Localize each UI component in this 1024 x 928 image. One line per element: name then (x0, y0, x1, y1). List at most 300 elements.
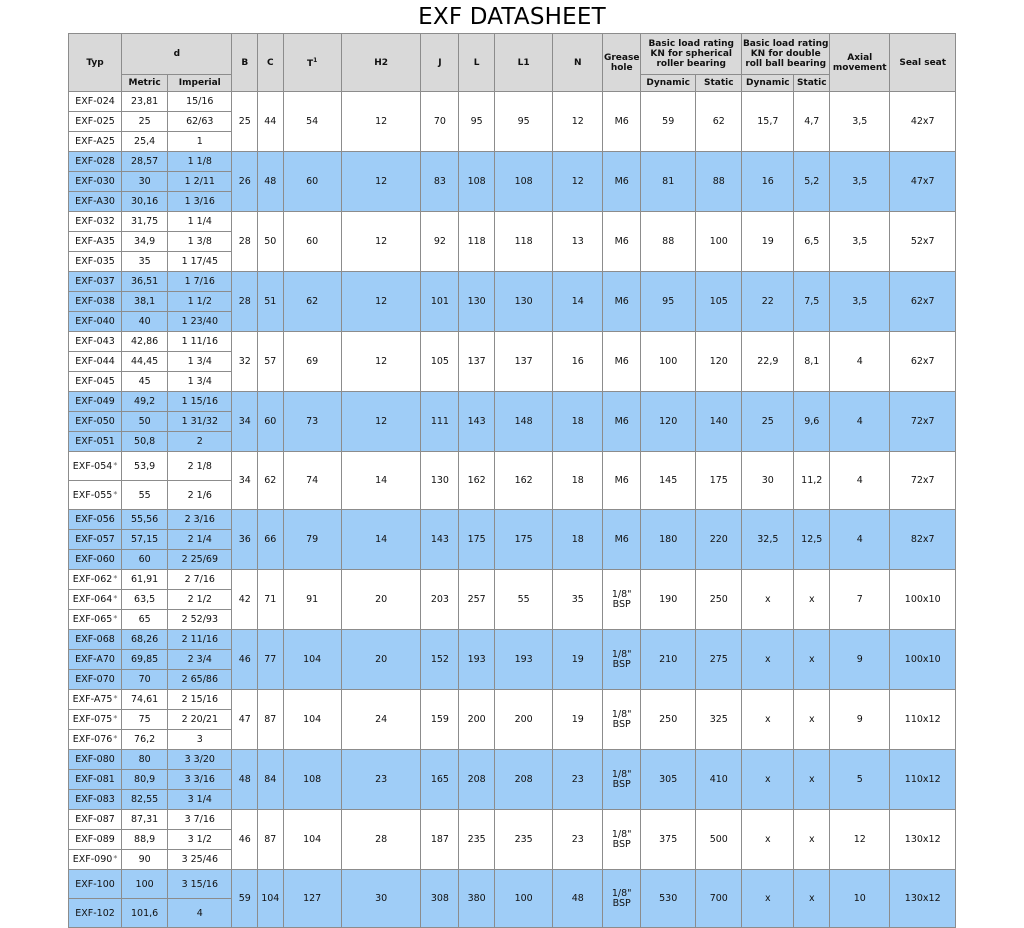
l1-cell: 208 (495, 750, 553, 810)
type-value: EXF-024 (75, 96, 115, 107)
grease-hole-cell: M6 (603, 452, 641, 510)
imperial-value: 1 1/4 (187, 216, 212, 227)
metric-cell (122, 432, 168, 452)
axial-movement-cell: 4 (830, 392, 890, 452)
c-cell: 51 (258, 272, 284, 332)
grease-hole-cell: M6 (603, 92, 641, 152)
type-cell (69, 272, 122, 292)
metric-cell (122, 372, 168, 392)
c-cell: 104 (258, 870, 284, 928)
col-h2-header: H2 (341, 34, 421, 92)
table-row (69, 212, 956, 232)
metric-cell (122, 530, 168, 550)
type-cell (69, 850, 122, 870)
metric-value: 25 (138, 116, 151, 127)
imperial-value: 3 25/46 (181, 854, 219, 865)
b-cell: 34 (232, 392, 258, 452)
sph-static-cell: 410 (696, 750, 742, 810)
col-dbl-dynamic-header: Dynamic (742, 75, 794, 92)
l-cell: 137 (459, 332, 495, 392)
b-cell: 26 (232, 152, 258, 212)
imperial-value: 1 31/32 (181, 416, 219, 427)
imperial-cell (168, 630, 232, 650)
col-imperial-header: Imperial (168, 75, 232, 92)
imperial-cell (168, 481, 232, 510)
metric-cell (122, 292, 168, 312)
metric-cell (122, 770, 168, 790)
t-cell: 79 (283, 510, 341, 570)
imperial-value: 4 (196, 907, 203, 919)
imperial-value: 2 20/21 (181, 714, 219, 725)
type-cell (69, 112, 122, 132)
type-value: EXF-057 (75, 534, 115, 545)
imperial-cell (168, 610, 232, 630)
metric-cell (122, 730, 168, 750)
type-value: EXF-075 (72, 714, 113, 725)
type-value: EXF-089 (75, 834, 115, 845)
sph-static-cell: 275 (696, 630, 742, 690)
imperial-value: 3 7/16 (184, 814, 215, 825)
c-cell: 48 (258, 152, 284, 212)
col-seal-header: Seal seat (890, 34, 956, 92)
type-value: EXF-070 (75, 674, 115, 685)
metric-cell (122, 550, 168, 570)
type-value: EXF-025 (75, 116, 115, 127)
l-cell: 162 (459, 452, 495, 510)
t-cell: 69 (283, 332, 341, 392)
metric-cell (122, 670, 168, 690)
t-cell: 73 (283, 392, 341, 452)
n-cell: 16 (553, 332, 603, 392)
j-cell: 83 (421, 152, 459, 212)
metric-cell (122, 392, 168, 412)
imperial-value: 62/63 (186, 116, 214, 127)
seal-seat-cell: 72x7 (890, 452, 956, 510)
grease-hole-cell: 1/8" BSP (603, 750, 641, 810)
type-value: EXF-043 (75, 336, 115, 347)
table-row (69, 152, 956, 172)
l1-cell: 148 (495, 392, 553, 452)
c-cell: 84 (258, 750, 284, 810)
t-cell: 104 (283, 810, 341, 870)
imperial-cell (168, 590, 232, 610)
sph-static-cell: 175 (696, 452, 742, 510)
seal-seat-cell: 47x7 (890, 152, 956, 212)
seal-seat-cell: 72x7 (890, 392, 956, 452)
col-t-superscript: 1 (313, 57, 318, 64)
h2-cell: 12 (341, 332, 421, 392)
n-cell: 14 (553, 272, 603, 332)
metric-cell (122, 610, 168, 630)
metric-cell (122, 352, 168, 372)
metric-cell (122, 481, 168, 510)
type-cell (69, 830, 122, 850)
t-cell: 127 (283, 870, 341, 928)
type-cell (69, 610, 122, 630)
c-cell: 57 (258, 332, 284, 392)
type-cell (69, 690, 122, 710)
imperial-value: 2 1/6 (187, 489, 212, 501)
metric-cell (122, 710, 168, 730)
imperial-cell (168, 810, 232, 830)
type-value: EXF-100 (75, 878, 115, 890)
dbl-static-cell: x (794, 630, 830, 690)
axial-movement-cell: 3,5 (830, 92, 890, 152)
imperial-cell (168, 312, 232, 332)
type-value: EXF-A75 (72, 694, 113, 705)
l-cell: 108 (459, 152, 495, 212)
j-cell: 187 (421, 810, 459, 870)
footnote-star: * (113, 714, 118, 723)
type-value: EXF-056 (75, 514, 115, 525)
l-cell: 200 (459, 690, 495, 750)
dbl-static-cell: x (794, 810, 830, 870)
type-value: EXF-062 (72, 574, 113, 585)
imperial-cell (168, 850, 232, 870)
metric-cell (122, 192, 168, 212)
metric-value: 55 (138, 489, 151, 501)
t-cell: 74 (283, 452, 341, 510)
type-value: EXF-081 (75, 774, 115, 785)
metric-cell (122, 452, 168, 481)
h2-cell: 20 (341, 630, 421, 690)
imperial-value: 1 7/16 (184, 276, 215, 287)
imperial-value: 2 7/16 (184, 574, 215, 585)
table-row (69, 570, 956, 590)
type-cell (69, 252, 122, 272)
j-cell: 70 (421, 92, 459, 152)
table-row (69, 92, 956, 112)
n-cell: 12 (553, 152, 603, 212)
sph-static-cell: 500 (696, 810, 742, 870)
b-cell: 48 (232, 750, 258, 810)
imperial-value: 2 65/86 (181, 674, 219, 685)
type-value: EXF-A25 (75, 136, 115, 147)
dbl-dynamic-cell: 25 (742, 392, 794, 452)
table-row (69, 510, 956, 530)
sph-static-cell: 120 (696, 332, 742, 392)
imperial-cell (168, 730, 232, 750)
n-cell: 18 (553, 392, 603, 452)
imperial-cell (168, 650, 232, 670)
dbl-static-cell: 4,7 (794, 92, 830, 152)
imperial-cell (168, 232, 232, 252)
col-dbl-static-header: Static (794, 75, 830, 92)
col-t-label: T (307, 59, 314, 69)
b-cell: 46 (232, 810, 258, 870)
footnote-star: * (113, 734, 118, 743)
col-n-header: N (553, 34, 603, 92)
grease-hole-cell: 1/8" BSP (603, 630, 641, 690)
imperial-value: 1 17/45 (181, 256, 219, 267)
metric-cell (122, 312, 168, 332)
dbl-static-cell: 8,1 (794, 332, 830, 392)
imperial-value: 1 23/40 (181, 316, 219, 327)
metric-cell (122, 152, 168, 172)
table-row (69, 392, 956, 412)
type-value: EXF-087 (75, 814, 115, 825)
col-j-header: J (421, 34, 459, 92)
sph-dynamic-cell: 145 (641, 452, 696, 510)
dbl-dynamic-cell: x (742, 630, 794, 690)
dbl-static-cell: 9,6 (794, 392, 830, 452)
b-cell: 47 (232, 690, 258, 750)
b-cell: 28 (232, 272, 258, 332)
n-cell: 18 (553, 510, 603, 570)
metric-value: 50 (138, 416, 151, 427)
imperial-cell (168, 212, 232, 232)
metric-value: 45 (138, 376, 151, 387)
metric-value: 74,61 (131, 694, 159, 705)
j-cell: 143 (421, 510, 459, 570)
type-cell (69, 292, 122, 312)
type-cell (69, 481, 122, 510)
seal-seat-cell: 62x7 (890, 332, 956, 392)
t-cell: 54 (283, 92, 341, 152)
n-cell: 12 (553, 92, 603, 152)
metric-value: 100 (135, 878, 154, 890)
metric-cell (122, 570, 168, 590)
imperial-cell (168, 899, 232, 928)
type-value: EXF-049 (75, 396, 115, 407)
n-cell: 19 (553, 630, 603, 690)
imperial-cell (168, 352, 232, 372)
col-sph-dynamic-header: Dynamic (641, 75, 696, 92)
col-sph-static-header: Static (696, 75, 742, 92)
dbl-dynamic-cell: x (742, 750, 794, 810)
metric-value: 80 (138, 754, 151, 765)
dbl-dynamic-cell: x (742, 690, 794, 750)
seal-seat-cell: 110x12 (890, 690, 956, 750)
l1-cell: 95 (495, 92, 553, 152)
axial-movement-cell: 4 (830, 452, 890, 510)
metric-cell (122, 790, 168, 810)
imperial-value: 2 (196, 436, 203, 447)
axial-movement-cell: 12 (830, 810, 890, 870)
metric-cell (122, 870, 168, 899)
type-value: EXF-051 (75, 436, 115, 447)
sph-static-cell: 220 (696, 510, 742, 570)
type-value: EXF-064 (72, 594, 113, 605)
seal-seat-cell: 42x7 (890, 92, 956, 152)
imperial-cell (168, 870, 232, 899)
dbl-static-cell: 11,2 (794, 452, 830, 510)
type-value: EXF-102 (75, 907, 115, 919)
col-t-header (283, 34, 341, 92)
j-cell: 165 (421, 750, 459, 810)
metric-cell (122, 630, 168, 650)
imperial-cell (168, 690, 232, 710)
j-cell: 130 (421, 452, 459, 510)
table-row (69, 630, 956, 650)
type-cell (69, 432, 122, 452)
type-value: EXF-035 (75, 256, 115, 267)
dbl-static-cell: x (794, 870, 830, 928)
j-cell: 152 (421, 630, 459, 690)
metric-cell (122, 132, 168, 152)
type-value: EXF-050 (75, 416, 115, 427)
metric-cell (122, 212, 168, 232)
metric-value: 55,56 (131, 514, 159, 525)
imperial-value: 1 3/4 (187, 356, 212, 367)
sph-static-cell: 88 (696, 152, 742, 212)
footnote-star: * (113, 614, 118, 623)
c-cell: 60 (258, 392, 284, 452)
imperial-cell (168, 830, 232, 850)
t-cell: 60 (283, 152, 341, 212)
metric-cell (122, 272, 168, 292)
imperial-value: 2 1/8 (187, 460, 212, 472)
metric-cell (122, 332, 168, 352)
imperial-value: 3 15/16 (181, 878, 219, 890)
type-cell (69, 510, 122, 530)
type-cell (69, 530, 122, 550)
sph-dynamic-cell: 95 (641, 272, 696, 332)
type-cell (69, 352, 122, 372)
type-cell (69, 92, 122, 112)
metric-value: 30,16 (131, 196, 159, 207)
type-value: EXF-054 (72, 460, 113, 472)
b-cell: 32 (232, 332, 258, 392)
imperial-value: 1 11/16 (181, 336, 219, 347)
type-value: EXF-028 (75, 156, 115, 167)
l-cell: 118 (459, 212, 495, 272)
j-cell: 159 (421, 690, 459, 750)
seal-seat-cell: 100x10 (890, 570, 956, 630)
dbl-static-cell: x (794, 750, 830, 810)
j-cell: 308 (421, 870, 459, 928)
sph-dynamic-cell: 190 (641, 570, 696, 630)
sph-static-cell: 700 (696, 870, 742, 928)
imperial-cell (168, 530, 232, 550)
imperial-value: 1 3/4 (187, 376, 212, 387)
type-cell (69, 212, 122, 232)
col-grease-header: Grease hole (603, 34, 641, 92)
seal-seat-cell: 100x10 (890, 630, 956, 690)
axial-movement-cell: 4 (830, 510, 890, 570)
seal-seat-cell: 130x12 (890, 870, 956, 928)
metric-value: 65 (138, 614, 151, 625)
footnote-star: * (113, 574, 118, 583)
metric-cell (122, 590, 168, 610)
t-cell: 104 (283, 630, 341, 690)
grease-hole-cell: M6 (603, 332, 641, 392)
grease-hole-cell: M6 (603, 392, 641, 452)
c-cell: 87 (258, 690, 284, 750)
l1-cell: 100 (495, 870, 553, 928)
type-value: EXF-083 (75, 794, 115, 805)
t-cell: 60 (283, 212, 341, 272)
l-cell: 257 (459, 570, 495, 630)
metric-value: 57,15 (131, 534, 159, 545)
type-cell (69, 730, 122, 750)
type-cell (69, 810, 122, 830)
type-value: EXF-045 (75, 376, 115, 387)
datasheet-body (69, 92, 956, 928)
imperial-cell (168, 550, 232, 570)
l-cell: 235 (459, 810, 495, 870)
metric-value: 76,2 (134, 734, 156, 745)
b-cell: 59 (232, 870, 258, 928)
imperial-value: 2 3/16 (184, 514, 215, 525)
n-cell: 23 (553, 750, 603, 810)
imperial-value: 1 3/16 (184, 196, 215, 207)
imperial-value: 3 1/2 (187, 834, 212, 845)
dbl-static-cell: 6,5 (794, 212, 830, 272)
axial-movement-cell: 10 (830, 870, 890, 928)
imperial-cell (168, 412, 232, 432)
l-cell: 380 (459, 870, 495, 928)
type-cell (69, 312, 122, 332)
type-value: EXF-090 (72, 854, 113, 865)
t-cell: 104 (283, 690, 341, 750)
n-cell: 35 (553, 570, 603, 630)
n-cell: 23 (553, 810, 603, 870)
imperial-cell (168, 570, 232, 590)
sph-dynamic-cell: 81 (641, 152, 696, 212)
grease-hole-cell: M6 (603, 510, 641, 570)
l-cell: 95 (459, 92, 495, 152)
dbl-dynamic-cell: x (742, 870, 794, 928)
type-cell (69, 770, 122, 790)
metric-value: 30 (138, 176, 151, 187)
sph-dynamic-cell: 88 (641, 212, 696, 272)
metric-value: 35 (138, 256, 151, 267)
imperial-cell (168, 92, 232, 112)
type-cell (69, 152, 122, 172)
dbl-dynamic-cell: 32,5 (742, 510, 794, 570)
l-cell: 130 (459, 272, 495, 332)
metric-cell (122, 112, 168, 132)
dbl-dynamic-cell: 30 (742, 452, 794, 510)
l-cell: 193 (459, 630, 495, 690)
table-row (69, 750, 956, 770)
imperial-value: 1 (196, 136, 203, 147)
seal-seat-cell: 82x7 (890, 510, 956, 570)
b-cell: 28 (232, 212, 258, 272)
sph-dynamic-cell: 375 (641, 810, 696, 870)
seal-seat-cell: 130x12 (890, 810, 956, 870)
sph-static-cell: 100 (696, 212, 742, 272)
axial-movement-cell: 3,5 (830, 152, 890, 212)
t-cell: 108 (283, 750, 341, 810)
type-cell (69, 392, 122, 412)
j-cell: 111 (421, 392, 459, 452)
imperial-cell (168, 272, 232, 292)
l1-cell: 55 (495, 570, 553, 630)
l-cell: 208 (459, 750, 495, 810)
dbl-static-cell: x (794, 690, 830, 750)
imperial-cell (168, 750, 232, 770)
metric-cell (122, 232, 168, 252)
metric-value: 31,75 (131, 216, 159, 227)
h2-cell: 28 (341, 810, 421, 870)
imperial-value: 2 1/2 (187, 594, 212, 605)
imperial-value: 2 1/4 (187, 534, 212, 545)
type-cell (69, 710, 122, 730)
imperial-cell (168, 332, 232, 352)
imperial-cell (168, 252, 232, 272)
dbl-dynamic-cell: 19 (742, 212, 794, 272)
grease-hole-cell: 1/8" BSP (603, 810, 641, 870)
c-cell: 66 (258, 510, 284, 570)
metric-cell (122, 830, 168, 850)
imperial-cell (168, 132, 232, 152)
l1-cell: 118 (495, 212, 553, 272)
type-cell (69, 790, 122, 810)
imperial-value: 2 52/93 (181, 614, 219, 625)
l-cell: 175 (459, 510, 495, 570)
